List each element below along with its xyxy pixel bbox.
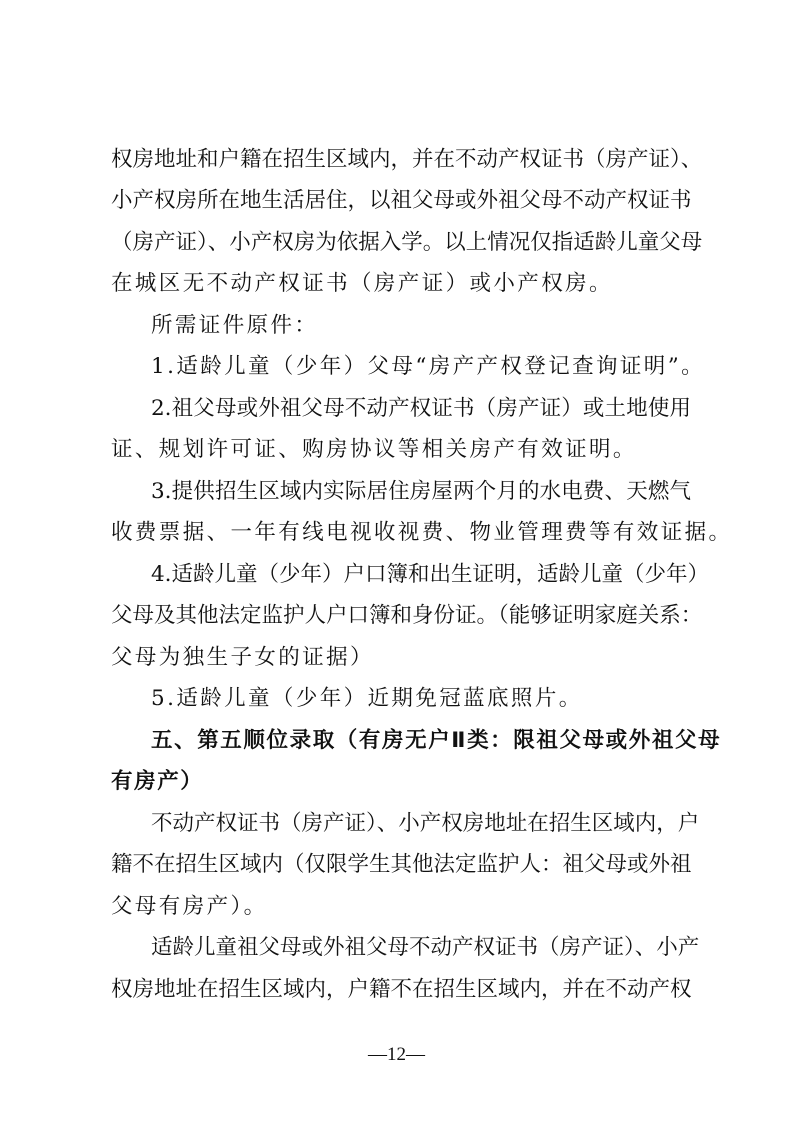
- list-item-4-continuation: 父母及其他法定监护人户口簿和身份证。（能够证明家庭关系：: [111, 603, 703, 628]
- list-item-2: 2.祖父母或外祖父母不动产权证书（房产证）或土地使用: [151, 396, 691, 421]
- required-documents-heading: 所需证件原件：: [151, 313, 319, 338]
- body-text-line: 不动产权证书（房产证）、小产权房地址在招生区域内，户: [151, 811, 700, 836]
- list-item-4: 4.适龄儿童（少年）户口簿和出生证明，适龄儿童（少年）: [151, 562, 710, 587]
- page-number: —12—: [368, 1044, 425, 1065]
- body-text-line: 权房地址在招生区域内，户籍不在招生区域内，并在不动产权: [111, 977, 692, 1002]
- body-text-line: 在城区无不动产权证书（房产证）或小产权房。: [111, 271, 613, 296]
- body-text-line: （房产证）、小产权房为依据入学。以上情况仅指适龄儿童父母: [111, 230, 703, 255]
- body-text-line: 籍不在招生区域内（仅限学生其他法定监护人：祖父母或外祖: [111, 852, 692, 877]
- body-text-line: 权房地址和户籍在招生区域内，并在不动产权证书（房产证）、: [111, 147, 703, 172]
- section-heading-continuation: 有房产）: [111, 769, 204, 794]
- list-item-2-continuation: 证、规划许可证、购房协议等相关房产有效证明。: [111, 437, 637, 462]
- list-item-3: 3.提供招生区域内实际居住房屋两个月的水电费、天燃气: [151, 479, 691, 504]
- list-item-5: 5.适龄儿童（少年）近期免冠蓝底照片。: [151, 686, 583, 711]
- list-item-3-continuation: 收费票据、一年有线电视收视费、物业管理费等有效证据。: [111, 520, 733, 545]
- list-item-1: 1.适龄儿童（少年）父母“房产产权登记查询证明”。: [151, 354, 705, 379]
- body-text-line: 适龄儿童祖父母或外祖父母不动产权证书（房产证）、小产: [151, 935, 700, 960]
- body-text-line: 小产权房所在地生活居住，以祖父母或外祖父母不动产权证书: [111, 188, 692, 213]
- list-item-4-continuation: 父母为独生子女的证据）: [111, 645, 374, 670]
- section-heading: 五、第五顺位录取（有房无户Ⅱ类：限祖父母或外祖父母: [151, 728, 722, 753]
- body-text-line: 父母有房产）。: [111, 894, 268, 919]
